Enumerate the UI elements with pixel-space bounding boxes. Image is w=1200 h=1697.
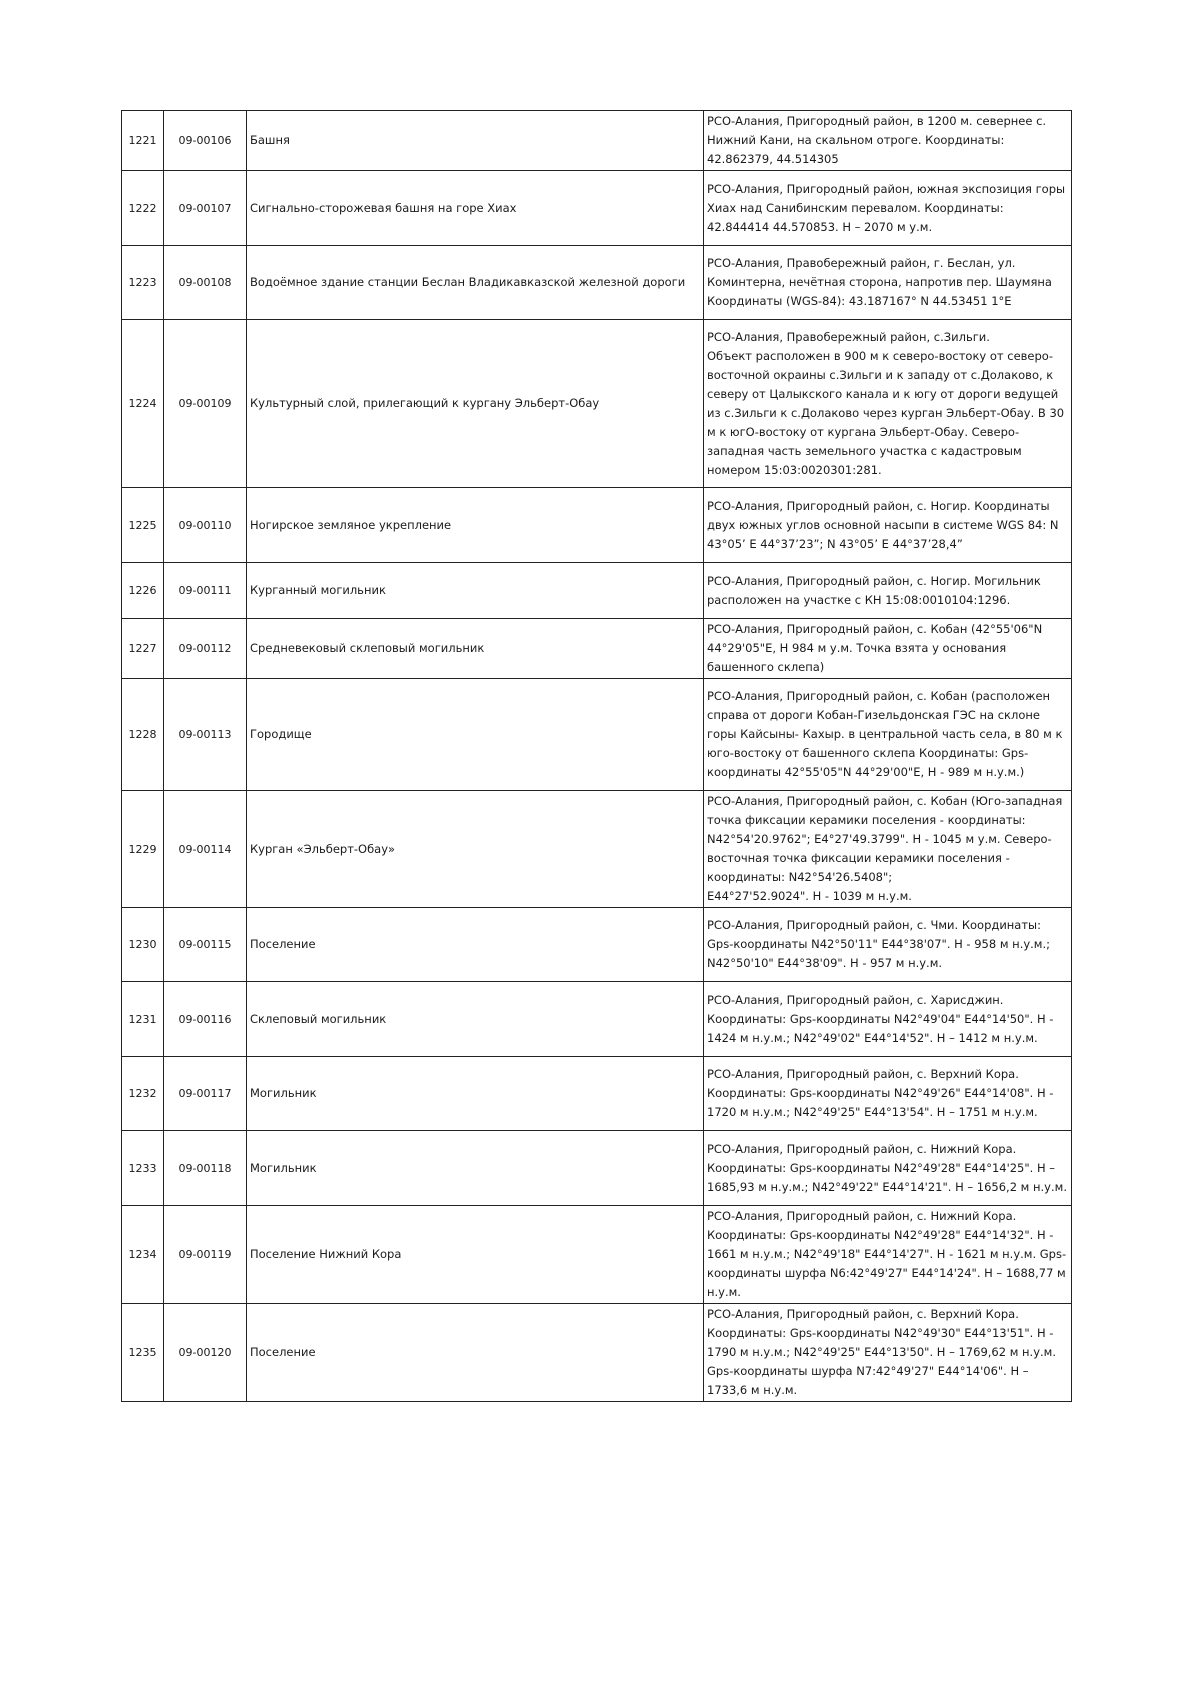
heritage-registry-table xyxy=(121,110,1072,1402)
object-code: 09-00113 xyxy=(164,679,247,791)
object-name: Поселение Нижний Кора xyxy=(247,1206,704,1304)
object-location: РСО-Алания, Пригородный район, с. Кобан (42°55'06"N 44°29'05"E, H 984 м у.м. Точка взята у основания башенного склепа) xyxy=(704,619,1072,679)
row-number: 1225 xyxy=(122,488,164,563)
table-row xyxy=(122,982,1072,1057)
object-code: 09-00108 xyxy=(164,246,247,320)
table-row xyxy=(122,1131,1072,1206)
table-row xyxy=(122,563,1072,619)
row-number: 1223 xyxy=(122,246,164,320)
object-location: РСО-Алания, Пригородный район, с. Кобан (Юго-западная точка фиксации керамики поселения - координаты: N42°54'20.9762"; E4°27'49.3799". Н - 1045 м у.м. Северо-восточная точка фиксации керамики поселения - координаты: N42°54'26.5408"; E44°27'52.9024". Н - 1039 м н.у.м. xyxy=(704,791,1072,908)
table-row xyxy=(122,679,1072,791)
table-row xyxy=(122,488,1072,563)
object-code: 09-00120 xyxy=(164,1304,247,1402)
row-number: 1234 xyxy=(122,1206,164,1304)
object-code: 09-00116 xyxy=(164,982,247,1057)
object-code: 09-00110 xyxy=(164,488,247,563)
object-name: Поселение xyxy=(247,1304,704,1402)
object-location: РСО-Алания, Пригородный район, южная экспозиция горы Хиах над Санибинским перевалом. Координаты: 42.844414 44.570853. Н – 2070 м у.м. xyxy=(704,171,1072,246)
object-location: РСО-Алания, Правобережный район, с.Зильги. Объект расположен в 900 м к северо-востоку от северо-восточной окраины с.Зильги и к западу от с.Долаково, к северу от Цалыкского канала и к югу от дороги ведущей из с.Зильги к с.Долаково через курган Эльберт-Обау. В 30 м к югО-востоку от кургана Эльберт-Обау. Северо-западная часть земельного участка с кадастровым номером 15:03:0020301:281. xyxy=(704,320,1072,488)
object-location: РСО-Алания, Пригородный район, с. Чми. Координаты: Gps-координаты N42°50'11" E44°38'07". Н - 958 м н.у.м.; N42°50'10" E44°38'09". Н - 957 м н.у.м. xyxy=(704,908,1072,982)
row-number: 1221 xyxy=(122,111,164,171)
object-name: Могильник xyxy=(247,1057,704,1131)
object-location: РСО-Алания, Пригородный район, с. Нижний Кора. Координаты: Gps-координаты N42°49'28" E44°14'25". Н – 1685,93 м н.у.м.; N42°49'22" E44°14'21". Н – 1656,2 м н.у.м. xyxy=(704,1131,1072,1206)
object-location: РСО-Алания, Пригородный район, с. Кобан (расположен справа от дороги Кобан-Гизельдонская ГЭС на склоне горы Кайсыны- Кахыр. в центральной часть села, в 80 м к юго-востоку от башенного склепа Координаты: Gps-координаты 42°55'05"N 44°29'00"E, Н - 989 м н.у.м.) xyxy=(704,679,1072,791)
table-row xyxy=(122,1206,1072,1304)
object-code: 09-00118 xyxy=(164,1131,247,1206)
row-number: 1227 xyxy=(122,619,164,679)
row-number: 1233 xyxy=(122,1131,164,1206)
object-name: Сигнально-сторожевая башня на горе Хиах xyxy=(247,171,704,246)
object-location: РСО-Алания, Пригородный район, в 1200 м. севернее с. Нижний Кани, на скальном отроге. Координаты: 42.862379, 44.514305 xyxy=(704,111,1072,171)
object-name: Башня xyxy=(247,111,704,171)
object-name: Ногирское земляное укрепление xyxy=(247,488,704,563)
object-code: 09-00114 xyxy=(164,791,247,908)
object-code: 09-00115 xyxy=(164,908,247,982)
object-code: 09-00112 xyxy=(164,619,247,679)
object-name: Культурный слой, прилегающий к кургану Эльберт-Обау xyxy=(247,320,704,488)
row-number: 1229 xyxy=(122,791,164,908)
object-name: Могильник xyxy=(247,1131,704,1206)
object-code: 09-00107 xyxy=(164,171,247,246)
object-name: Склеповый могильник xyxy=(247,982,704,1057)
object-code: 09-00109 xyxy=(164,320,247,488)
object-code: 09-00106 xyxy=(164,111,247,171)
object-code: 09-00117 xyxy=(164,1057,247,1131)
table-row xyxy=(122,1304,1072,1402)
object-name: Курган «Эльберт-Обау» xyxy=(247,791,704,908)
object-location: РСО-Алания, Пригородный район, с. Ногир. Координаты двух южных углов основной насыпи в системе WGS 84: N 43°05’ E 44°37’23”; N 43°05’ E 44°37’28,4” xyxy=(704,488,1072,563)
object-location: РСО-Алания, Правобережный район, г. Беслан, ул. Коминтерна, нечётная сторона, напротив пер. Шаумяна Координаты (WGS-84): 43.187167° N 44.53451 1°E xyxy=(704,246,1072,320)
object-code: 09-00111 xyxy=(164,563,247,619)
object-location: РСО-Алания, Пригородный район, с. Ногир. Могильник расположен на участке с КН 15:08:0010104:1296. xyxy=(704,563,1072,619)
row-number: 1224 xyxy=(122,320,164,488)
object-name: Средневековый склеповый могильник xyxy=(247,619,704,679)
object-name: Курганный могильник xyxy=(247,563,704,619)
table-row xyxy=(122,320,1072,488)
object-location: РСО-Алания, Пригородный район, с. Верхний Кора. Координаты: Gps-координаты N42°49'30" E44°13'51". Н - 1790 м н.у.м.; N42°49'25" E44°13'50". Н – 1769,62 м н.у.м. Gps-координаты шурфа N7:42°49'27" E44°14'06". Н – 1733,6 м н.у.м. xyxy=(704,1304,1072,1402)
row-number: 1235 xyxy=(122,1304,164,1402)
row-number: 1232 xyxy=(122,1057,164,1131)
table-row xyxy=(122,171,1072,246)
object-location: РСО-Алания, Пригородный район, с. Нижний Кора. Координаты: Gps-координаты N42°49'28" E44°14'32". Н - 1661 м н.у.м.; N42°49'18" E44°14'27". Н - 1621 м н.у.м. Gps-координаты шурфа N6:42°49'27" E44°14'24". Н – 1688,77 м н.у.м. xyxy=(704,1206,1072,1304)
table-row xyxy=(122,619,1072,679)
table-row xyxy=(122,791,1072,908)
row-number: 1230 xyxy=(122,908,164,982)
object-name: Городище xyxy=(247,679,704,791)
row-number: 1226 xyxy=(122,563,164,619)
object-name: Поселение xyxy=(247,908,704,982)
object-location: РСО-Алания, Пригородный район, с. Харисджин. Координаты: Gps-координаты N42°49'04" E44°14'50". Н - 1424 м н.у.м.; N42°49'02" E44°14'52". Н – 1412 м н.у.м. xyxy=(704,982,1072,1057)
table-row xyxy=(122,246,1072,320)
object-name: Водоёмное здание станции Беслан Владикавказской железной дороги xyxy=(247,246,704,320)
row-number: 1228 xyxy=(122,679,164,791)
table-row xyxy=(122,111,1072,171)
table-row xyxy=(122,908,1072,982)
table-row xyxy=(122,1057,1072,1131)
row-number: 1222 xyxy=(122,171,164,246)
object-code: 09-00119 xyxy=(164,1206,247,1304)
object-location: РСО-Алания, Пригородный район, с. Верхний Кора. Координаты: Gps-координаты N42°49'26" E44°14'08". Н - 1720 м н.у.м.; N42°49'25" E44°13'54". Н – 1751 м н.у.м. xyxy=(704,1057,1072,1131)
row-number: 1231 xyxy=(122,982,164,1057)
